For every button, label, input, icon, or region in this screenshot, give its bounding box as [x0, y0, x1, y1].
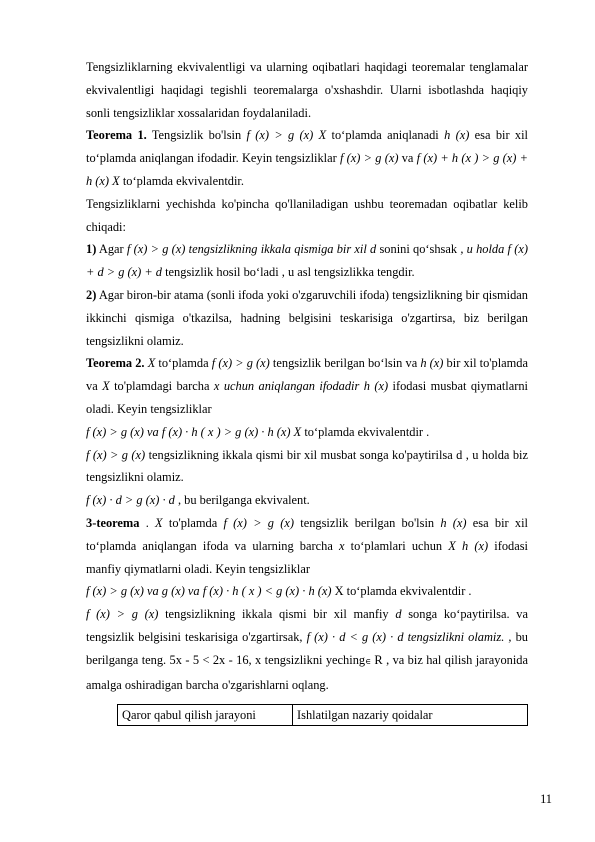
formula: f (x) · d < g (x) · d tengsizlikni olamiz. , — [306, 629, 512, 644]
formula: f (x) · d > g (x) · d — [86, 493, 175, 508]
theorem-1-label: Teorema 1. — [86, 128, 147, 143]
theorem-2-corollary-statement: f (x) · d > g (x) · d , bu berilganga ekvivalent. — [86, 493, 310, 508]
consequences-intro: Tengsizliklarni yechishda ko'pincha qo'llaniladigan ushbu teoremadan oqibatlar kelib chiqadi: — [86, 196, 528, 234]
consequence-1-number: 1) — [86, 242, 97, 257]
formula: f (x) > g (x) tengsizlikning ikkala qismiga bir xil d — [126, 242, 377, 257]
formula: f (x) > g (x) — [86, 447, 146, 462]
intro-paragraph: Tengsizliklarning ekvivalentligi va ularning oqibatlari haqidagi teoremalar tenglamalar ekvivalentligi haqidagi tegishli teoremalarga o'xshashdir. Ularni isbotlashda haqiqiy sonli tengsizliklar xossalaridan foydalaniladi. — [86, 60, 528, 120]
formula: X — [102, 379, 110, 394]
formula: f (x) > g (x) va f (x) · h ( x ) > g (x) · h (x) X — [86, 424, 302, 439]
formula: x uchun aniqlangan ifodadir h (x) — [213, 379, 389, 394]
solution-table — [117, 704, 528, 726]
formula: f (x) + h (x ) > g (x) + h (x) X — [86, 151, 528, 188]
theorem-2-corollary: f (x) > g (x) tengsizlikning ikkala qismi bir xil musbat songa ko'paytirilsa d , u holda biz tengsizlikni olamiz. — [86, 447, 528, 485]
table-header-rules: Ishlatilgan nazariy qoidalar — [293, 705, 528, 726]
formula: f (x) > g (x) X — [246, 128, 327, 143]
formula: f (x) > g (x) — [339, 151, 399, 166]
table-header-row — [118, 705, 528, 726]
formula: f (x) > g (x) — [223, 515, 295, 530]
formula: h (x) — [444, 128, 470, 143]
theorem-3-paragraph: 3-teorema . X to'plamda f (x) > g (x) tengsizlik berilgan bo'lsin h (x) esa bir xil to‘plamda aniqlangan ifoda va ularning barcha x to‘plamlari uchun X h (x) ifodasi manfiy qiymatlarni oladi. Keyin tengsizliklar — [86, 515, 528, 576]
formula: x — [338, 538, 345, 553]
spacer — [86, 696, 528, 704]
theorem-2-statement: f (x) > g (x) va f (x) · h ( x ) > g (x) · h (x) X to‘plamda ekvivalentdir . — [86, 424, 430, 439]
table-header-process: Qaror qabul qilish jarayoni — [118, 705, 293, 726]
document-body — [86, 56, 528, 726]
theorem-3-statement: f (x) > g (x) va g (x) va f (x) · h ( x ) < g (x) · h (x) X to‘plamda ekvivalentdir . — [86, 584, 472, 599]
formula: , u holda f (x) + d > g (x) + d — [86, 242, 528, 280]
consequence-1: 1) Agar f (x) > g (x) tengsizlikning ikkala qismiga bir xil d sonini qo‘shsak , u holda f (x) + d > g (x) + d tengsizlik hosil bo‘ladi , u asl tengsizlikka tengdir. — [86, 242, 528, 280]
consequence-2-number: 2) — [86, 287, 97, 302]
formula: X h (x) — [448, 538, 489, 553]
theorem-2-paragraph: Teorema 2. X to‘plamda f (x) > g (x) tengsizlik berilgan bo‘lsin va h (x) bir xil to'plamda va X to'plamdagi barcha x uchun aniqlangan ifodadir h (x) ifodasi musbat qiymatlarni oladi. Keyin tengsizliklar — [86, 356, 528, 416]
theorem-3-label: 3-teorema — [86, 515, 140, 530]
formula: X — [147, 356, 156, 371]
theorem-2-label: Teorema 2. — [86, 356, 145, 371]
formula: X — [155, 515, 163, 530]
final-paragraph: f (x) > g (x) tengsizlikning ikkala qismi bir xil manfiy d songa ko‘paytirilsa. va tengsizlik belgisini teskarisiga o'zgartirsak, f (x) · d < g (x) · d tengsizlikni olamiz. , bu berilganga teng. 5x - 5 < 2x - 16, x tengsizlikni yeching∈ R , va biz hal qilish jarayonida amalga oshiradigan barcha o'zgarishlarni oqlang. — [86, 607, 528, 692]
consequence-2: 2) Agar biron-bir atama (sonli ifoda yoki o'zgaruvchili ifoda) tengsizlikning bir qismidan ikkinchi qismiga o'tkazilsa, hadning belgisini teskarisiga o'zgartirsa, biz berilgan tengsizlikni olamiz. — [86, 287, 528, 348]
formula: h (x) — [440, 515, 467, 530]
formula: h (x) — [420, 356, 444, 371]
formula: f (x) > g (x) va g (x) va f (x) · h ( x ) < g (x) · h (x) — [86, 584, 332, 599]
formula: d — [395, 607, 402, 622]
element-of-symbol: ∈ — [365, 656, 372, 666]
formula: f (x) > g (x) — [86, 607, 159, 622]
formula: f (x) > g (x) — [211, 356, 270, 371]
page-number: 11 — [540, 792, 552, 806]
theorem-1-paragraph: Teorema 1. Tengsizlik bo'lsin f (x) > g (x) X to‘plamda aniqlanadi h (x) esa bir xil to‘plamda aniqlangan ifodadir. Keyin tengsizliklar f (x) > g (x) va f (x) + h (x ) > g (x) + h (x) X to‘plamda ekvivalentdir. — [86, 128, 528, 188]
